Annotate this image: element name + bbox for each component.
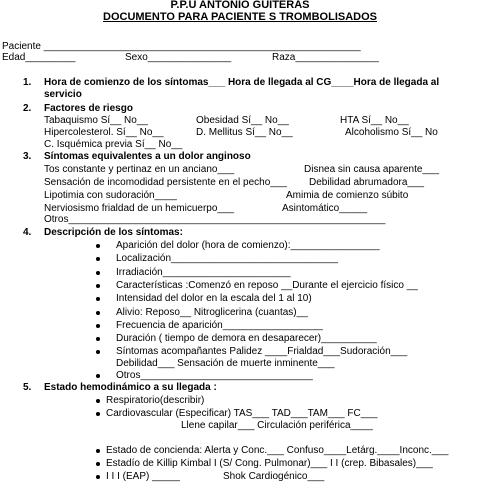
section-4-number: 4. (23, 227, 32, 238)
section-1-number: 1. (23, 77, 32, 88)
bullet (96, 350, 100, 354)
consciousness-field[interactable]: Estado de concienda: Alerta y Conc.___ Confuso____Letárg.____Inconc.___ (106, 445, 449, 456)
section-3-number: 3. (23, 151, 32, 162)
bullet (96, 244, 100, 248)
characteristics-field[interactable]: Características :Comenzó en reposo __Durante el ejercicio físico __ (116, 280, 418, 291)
symptom-description-heading: Descripción de los síntomas: (44, 227, 183, 238)
bullet (96, 462, 100, 466)
hemodynamic-status-heading: Estado hemodinámico a su llegada : (44, 382, 217, 393)
killip-class-field[interactable]: Estadío de Killip Kimbal I (S/ Cong. Pulmonar)___ I I (crep. Bibasales)___ (106, 458, 433, 469)
irradiation-field[interactable]: Irradiación_______________________ (116, 267, 291, 278)
capillary-refill-field[interactable]: Llene capilar___ Circulación periférica____ (181, 420, 373, 431)
section-5-number: 5. (23, 382, 32, 393)
bullet (96, 324, 100, 328)
cardiovascular-field[interactable]: Cardiovascular (Especificar) TAS___ TAD___TAM___ FC___ (106, 408, 378, 419)
service-arrival-line: servicio (44, 89, 82, 100)
diabetes-field[interactable]: D. Mellitus Sí__ No__ (196, 127, 293, 138)
bullet (96, 284, 100, 288)
hypercholesterol-field[interactable]: Hipercolesterol. Sí__ No__ (44, 127, 164, 138)
risk-factors-heading: Factores de riesgo (44, 103, 133, 114)
accompanying-symptoms-field[interactable]: Síntomas acompañantes Palidez ____Frialdad___Sudoración___ (116, 346, 408, 357)
bullet (96, 297, 100, 301)
bullet (96, 271, 100, 275)
patient-name-field[interactable]: Paciente _________________________________________________________ (2, 41, 361, 52)
header-title: P.P.U ANTONIO GUITERAS (170, 0, 310, 11)
bullet (96, 449, 100, 453)
document-title: DOCUMENTO PARA PACIENTE S TROMBOLISADOS (103, 11, 377, 23)
cardiogenic-shock-field[interactable]: Shok Cardiogénico___ (223, 471, 325, 482)
race-field[interactable]: Raza_______________ (272, 52, 379, 63)
onset-time-line[interactable]: Hora de comienzo de los síntomas___ Hora de llegada al CG____Hora de llegada al (44, 77, 440, 88)
bullet (96, 399, 100, 403)
killip-iii-field[interactable]: I I I (EAP) _____ (106, 471, 180, 482)
age-field[interactable]: Edad_________ (2, 52, 76, 63)
hypertension-field[interactable]: HTA Sí__ No__ (340, 115, 409, 126)
bullet (96, 337, 100, 341)
intensity-field[interactable]: Intensidad del dolor en la escala del 1 al 10) (116, 293, 312, 304)
sex-field[interactable]: Sexo_______________ (125, 52, 232, 63)
other-symptoms-field[interactable]: Otros_________________________________________________________ (44, 214, 386, 225)
lipothymia-field[interactable]: Lipotimia con sudoración____ (44, 190, 177, 201)
obesity-field[interactable]: Obesidad Sí__ No__ (196, 115, 289, 126)
bullet (96, 412, 100, 416)
smoking-field[interactable]: Tabaquismo Sí__ No__ (44, 115, 148, 126)
bullet (96, 475, 100, 479)
weakness-field[interactable]: Debilidad abrumadora___ (309, 177, 425, 188)
section-2-number: 2. (23, 103, 32, 114)
cough-field[interactable]: Tos constante y pertinaz en un anciano___ (44, 164, 235, 175)
alcoholism-field[interactable]: Alcoholismo Sí__ No (345, 127, 438, 138)
relief-field[interactable]: Alivio: Reposo__ Nitroglicerina (cuantas)__ (116, 307, 308, 318)
duration-field[interactable]: Duración ( tiempo de demora en desaparecer)__________ (116, 333, 377, 344)
respiratory-field[interactable]: Respiratorio(describir) (106, 395, 205, 406)
location-field[interactable]: Localización______________________________ (116, 253, 338, 264)
other-description-field[interactable]: Otros_______________________________ (116, 370, 313, 381)
chest-discomfort-field[interactable]: Sensación de incomodidad persistente en el pecho___ (44, 177, 287, 188)
pain-onset-field[interactable]: Aparición del dolor (hora de comienzo):________________ (116, 240, 380, 251)
asymptomatic-field[interactable]: Asintomático_____ (282, 203, 368, 214)
prior-ischemia-field[interactable]: C. Isquémica previa Sí__ No__ (44, 139, 183, 150)
bullet (96, 311, 100, 315)
amimia-field[interactable]: Amimia de comienzo súbito (286, 190, 409, 201)
bullet (96, 374, 100, 378)
frequency-field[interactable]: Frecuencia de aparición__________________ (116, 320, 323, 331)
bullet (96, 257, 100, 261)
weakness-death-field[interactable]: Debilidad___ Sensación de muerte inminente___ (116, 358, 335, 369)
nervousness-field[interactable]: Nerviosismo frialdad de un hemicuerpo___ (44, 203, 235, 214)
equivalent-symptoms-heading: Síntomas equivalentes a un dolor anginoso (44, 151, 251, 162)
dyspnea-field[interactable]: Disnea sin causa aparente___ (304, 164, 440, 175)
